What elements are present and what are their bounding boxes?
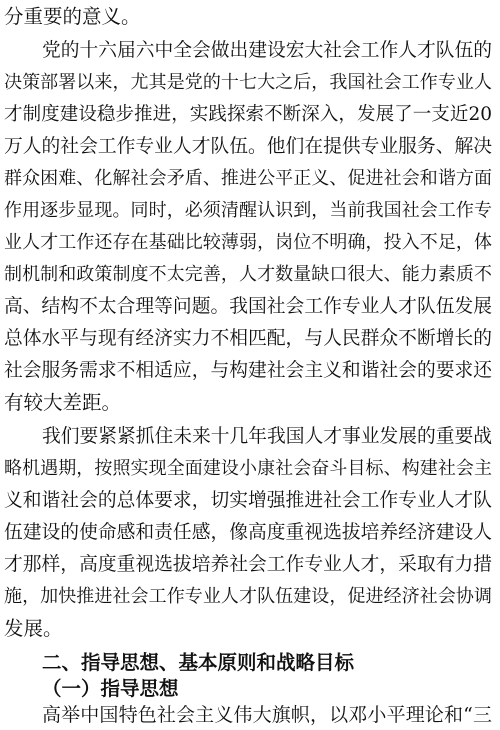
text-line: 才那样，高度重视选拔培养社会工作专业人才，采取有力措	[4, 554, 492, 575]
text-line: 略机遇期，按照实现全面建设小康社会奋斗目标、构建社会主	[4, 458, 492, 479]
text-line: 社会服务需求不相适应，与构建社会主义和谐社会的要求还	[4, 360, 492, 381]
text-line: 义和谐社会的总体要求，切实增强推进社会工作专业人才队	[4, 490, 492, 511]
text-line: 业人才工作还存在基础比较薄弱，岗位不明确，投入不足，体	[4, 232, 492, 253]
text-line: 决策部署以来，尤其是党的十七大之后，我国社会工作专业人	[4, 72, 492, 93]
text-line: 施，加快推进社会工作专业人才队伍建设，促进经济社会协调	[4, 586, 492, 607]
text-line: 党的十六届六中全会做出建设宏大社会工作人才队伍的	[42, 40, 492, 61]
text-line: 分重要的意义。	[4, 5, 141, 28]
text-line: 伍建设的使命感和责任感，像高度重视选拔培养经济建设人	[4, 522, 492, 543]
text-line: 群众困难、化解社会矛盾、推进公平正义、促进社会和谐方面	[4, 168, 492, 189]
text-line: 有较大差距。	[4, 391, 122, 414]
text-line: 制机制和政策制度不太完善，人才数量缺口很大、能力素质不	[4, 264, 492, 285]
text-line: 高、结构不太合理等问题。我国社会工作专业人才队伍发展	[4, 296, 492, 317]
text-line: 我们要紧紧抓住未来十几年我国人才事业发展的重要战	[42, 426, 492, 447]
text-line: 发展。	[4, 617, 63, 640]
text-line: 才制度建设稳步推进，实践探索不断深入，发展了一支近20	[4, 104, 492, 125]
text-line: 总体水平与现有经济实力不相匹配，与人民群众不断增长的	[4, 328, 492, 349]
text-line: 高举中国特色社会主义伟大旗帜，以邓小平理论和“三	[42, 704, 492, 726]
section-heading: 二、指导思想、基本原则和战略目标	[42, 651, 355, 674]
subsection-heading: （一）指导思想	[42, 677, 179, 700]
text-line: 作用逐步显现。同时，必须清醒认识到，当前我国社会工作专	[4, 200, 492, 221]
text-line: 万人的社会工作专业人才队伍。他们在提供专业服务、解决	[4, 136, 492, 157]
